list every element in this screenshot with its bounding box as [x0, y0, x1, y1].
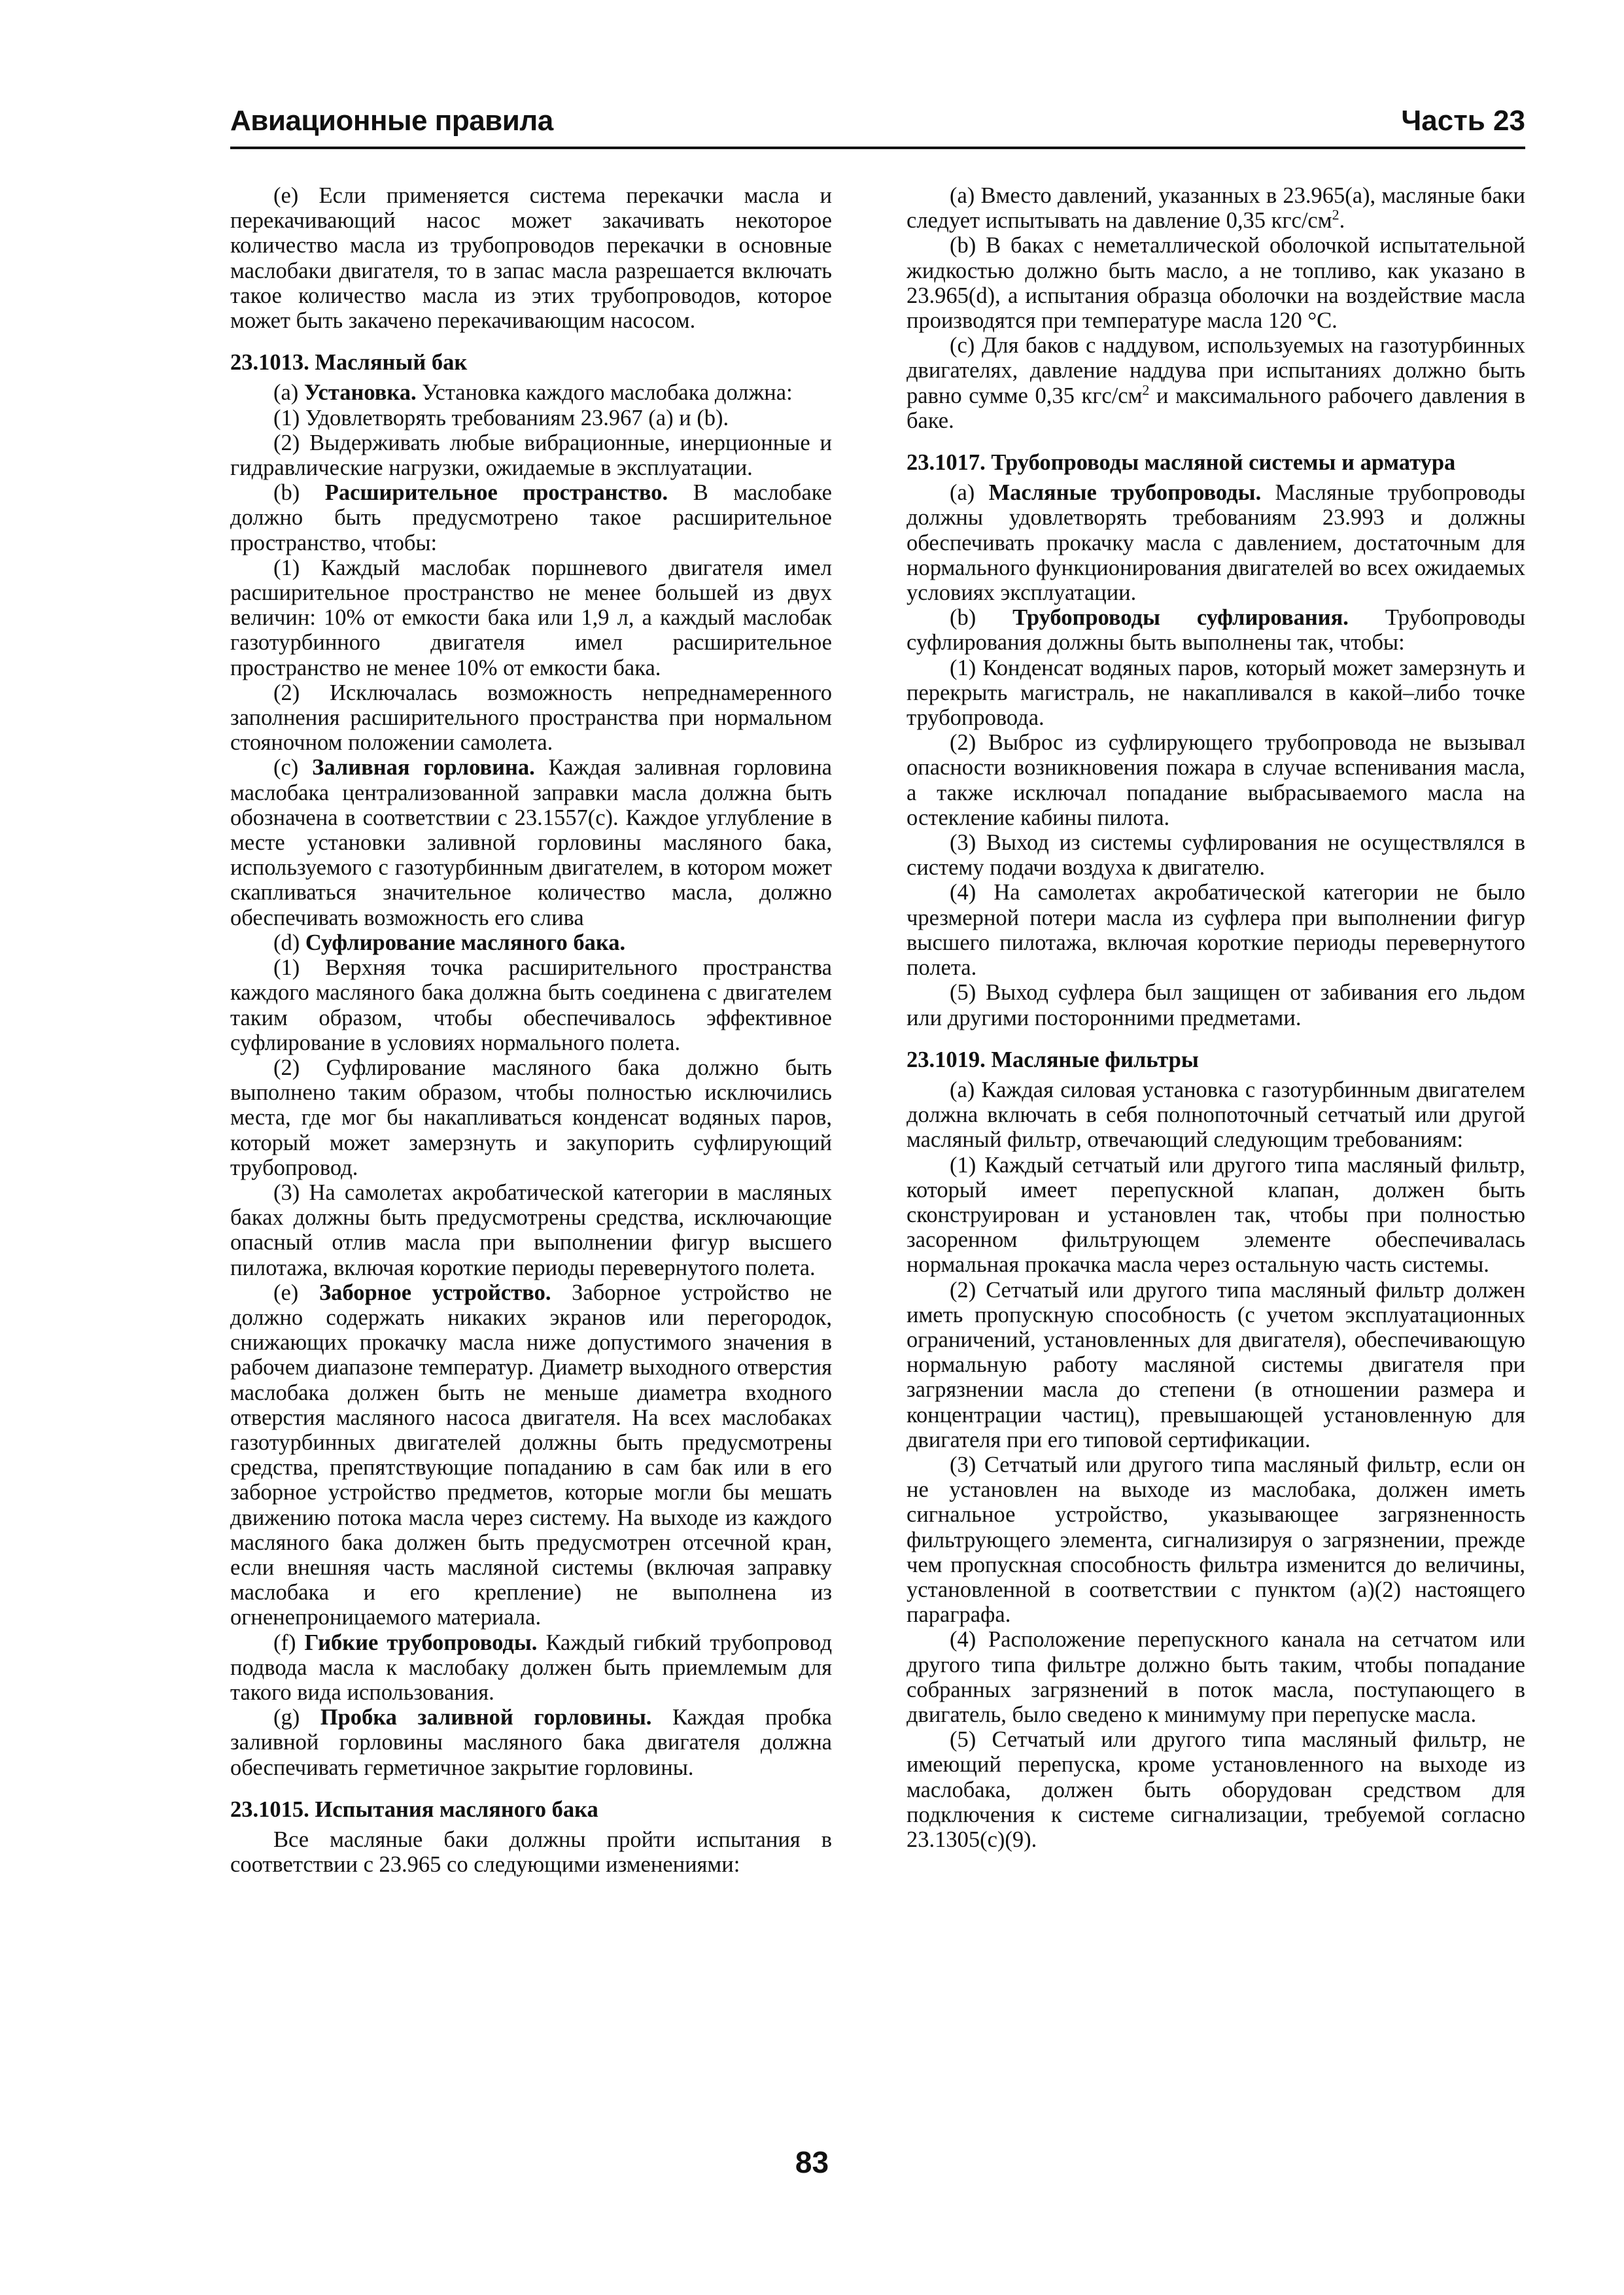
- paragraph: Все масляные баки должны пройти испытания в соответствии с 23.965 со следующими изменениями:: [230, 1827, 832, 1878]
- paragraph: (b) Расширительное пространство. В маслобаке должно быть предусмотрено такое расширительное пространство, чтобы:: [230, 480, 832, 555]
- paragraph: (f) Гибкие трубопроводы. Каждый гибкий трубопровод подвода масла к маслобаку должен быть приемлемым для такого вида использования.: [230, 1630, 832, 1705]
- paragraph: (а) Масляные трубопроводы. Масляные трубопроводы должны удовлетворять требованиям 23.993 и должны обеспечивать прокачку масла с давлением, достаточным для нормального функционирования двигателей во всех ожидаемых условиях эксплуатации.: [907, 480, 1525, 606]
- section-heading-23-1019: 23.1019. Масляные фильтры: [907, 1047, 1199, 1072]
- paragraph: (3) Сетчатый или другого типа масляный фильтр, если он не установлен на выходе из маслобака, должен иметь сигнальное устройство, указывающее загрязненность фильтрующего элемента, сигнализируя о загрязнении, прежде чем пропускная способность фильтра изменится до величины, установленной в соответствии с пунктом (а)(2) настоящего параграфа.: [907, 1452, 1525, 1628]
- subsection-title: Установка.: [303, 380, 417, 406]
- paragraph: (2) Выброс из суфлирующего трубопровода не вызывал опасности возникновения пожара в случае вспенивания масла, а также исключал попадание выбрасываемого масла на остекление кабины пилота.: [907, 730, 1525, 830]
- paragraph: (2) Суфлирование масляного бака должно быть выполнено таким образом, чтобы полностью исключились места, где мог бы накапливаться конденсат водяных паров, который может замерзнуть и закупорить суфлирующий трубопровод.: [230, 1055, 832, 1180]
- left-column: [230, 183, 832, 1877]
- paragraph: (1) Каждый маслобак поршневого двигателя имел расширительное пространство не менее большей из двух величин: 10% от емкости бака или 1,9 л, а каждый маслобак газотурбинного двигателя имел расширительное пространство не менее 10% от емкости бака.: [230, 555, 832, 680]
- paragraph: (1) Каждый сетчатый или другого типа масляный фильтр, который имеет перепускной клапан, должен быть сконструирован и установлен так, чтобы при полностью засоренном фильтрующем элементе обеспечивалась нормальная прокачка масла через остальную часть системы.: [907, 1152, 1525, 1278]
- paragraph: (е) Если применяется система перекачки масла и перекачивающий насос может закачивать некоторое количество масла из трубопроводов перекачки в основные маслобаки двигателя, то в запас масла разрешается включать такое количество масла из этих трубопроводов, которое может быть закачено перекачивающим насосом.: [230, 183, 832, 334]
- section-heading-23-1015: 23.1015. Испытания масляного бака: [230, 1796, 598, 1822]
- paragraph: (а) Каждая силовая установка с газотурбинным двигателем должна включать в себя полнопоточный сетчатый или другой масляный фильтр, отвечающий следующим требованиям:: [907, 1077, 1525, 1153]
- paragraph: (а) Вместо давлений, указанных в 23.965(а), масляные баки следует испытывать на давление 0,35 кгс/$см^2$.: [907, 183, 1525, 234]
- page-number: 83: [795, 2145, 829, 2179]
- subsection-title: Заборное устройство.: [319, 1280, 551, 1305]
- part-label: Часть 23: [1401, 105, 1525, 137]
- right-column: [907, 183, 1525, 1852]
- paragraph: (е) Заборное устройство. Заборное устройство не должно содержать никаких экранов или перегородок, снижающих прокачку масла ниже допустимого значения в рабочем диапазоне температур. Диаметр выходного отверстия маслобака должен быть не меньше диаметра входного отверстия масляного насоса двигателя. На всех маслобаках газотурбинных двигателей должны быть предусмотрены средства, препятствующие попаданию в сам бак или в его заборное устройство предметов, которые могли бы мешать движению потока масла через систему. На выходе из каждого масляного бака должен быть предусмотрен отсечной кран, если внешняя часть масляной системы (включая заправку маслобака и его крепление) не выполнена из огненепроницаемого материала.: [230, 1280, 832, 1630]
- paragraph: (с) Для баков с наддувом, используемых на газотурбинных двигателях, давление наддува при испытаниях должно быть равно сумме 0,35 кгс/$см^2$ и максимального рабочего давления в баке.: [907, 333, 1525, 433]
- paragraph: (g) Пробка заливной горловины. Каждая пробка заливной горловины масляного бака двигателя должна обеспечивать герметичное закрытие горловины.: [230, 1705, 832, 1780]
- paragraph: (5) Сетчатый или другого типа масляный фильтр, не имеющий перепуска, кроме установленного на выходе из маслобака, должен быть оборудован средством для подключения к системе сигнализации, требуемой согласно 23.1305(с)(9).: [907, 1727, 1525, 1852]
- section-heading-23-1017: 23.1017. Трубопроводы масляной системы и арматура: [907, 450, 1456, 476]
- section-heading-23-1013: 23.1013. Масляный бак: [230, 350, 468, 376]
- subsection-title: Трубопроводы суфлирования.: [1012, 605, 1349, 631]
- subsection-title: Пробка заливной горловины.: [320, 1705, 652, 1730]
- paragraph: (2) Исключалась возможность непреднамеренного заполнения расширительного пространства при нормальном стояночном положении самолета.: [230, 680, 832, 756]
- paragraph: (с) Заливная горловина. Каждая заливная горловина маслобака централизованной заправки масла должна быть обозначена в соответствии с 23.1557(с). Каждое углубление в месте установки заливной горловины масляного бака, используемого с газотурбинным двигателем, в котором может скапливаться значительное количество масла, должно обеспечивать возможность его слива: [230, 755, 832, 930]
- subsection-title: Масляные трубопроводы.: [988, 480, 1262, 506]
- paragraph: (3) На самолетах акробатической категории в масляных баках должны быть предусмотрены средства, исключающие опасный отлив масла при выполнении фигур высшего пилотажа, включая короткие периоды перевернутого полета.: [230, 1180, 832, 1280]
- paragraph: (4) Расположение перепускного канала на сетчатом или другого типа фильтре должно быть таким, чтобы попадание собранных загрязнений в поток масла, поступающего в двигатель, было сведено к минимуму при перепуске масла.: [907, 1627, 1525, 1727]
- document-title: Авиационные правила: [230, 105, 553, 137]
- subsection-title: Заливная горловина.: [312, 755, 535, 780]
- paragraph: (а) Установка. Установка каждого маслобака должна:: [273, 380, 793, 406]
- paragraph: (2) Выдерживать любые вибрационные, инерционные и гидравлические нагрузки, ожидаемые в эксплуатации.: [230, 430, 832, 481]
- subsection-title: Расширительное пространство.: [324, 480, 668, 506]
- paragraph: (5) Выход суфлера был защищен от забивания его льдом или другими посторонними предметами.: [907, 980, 1525, 1030]
- paragraph: (d) Суфлирование масляного бака.: [273, 930, 626, 955]
- paragraph: (1) Удовлетворять требованиям 23.967 (а) и (b).: [273, 405, 729, 430]
- paragraph: (4) На самолетах акробатической категории не было чрезмерной потери масла из суфлера при выполнении фигур высшего пилотажа, включая короткие периоды перевернутого полета.: [907, 880, 1525, 981]
- paragraph: (2) Сетчатый или другого типа масляный фильтр должен иметь пропускную способность (с учетом эксплуатационных ограничений, установленных для двигателя), обеспечивающую нормальную работу масляной системы двигателя при загрязнении масла до степени (в отношении размера и концентрации частиц), превышающей установленную для двигателя при его типовой сертификации.: [907, 1277, 1525, 1452]
- paragraph: (3) Выход из системы суфлирования не осуществлялся в систему подачи воздуха к двигателю.: [907, 830, 1525, 881]
- page-header: [230, 103, 1525, 149]
- paragraph: (1) Конденсат водяных паров, который может замерзнуть и перекрыть магистраль, не накапливался в какой–либо точке трубопровода.: [907, 655, 1525, 731]
- paragraph: (1) Верхняя точка расширительного пространства каждого масляного бака должна быть соединена с двигателем таким образом, чтобы обеспечивалось эффективное суфлирование в условиях нормального полета.: [230, 955, 832, 1055]
- subsection-title: Суфлирование масляного бака.: [305, 930, 626, 955]
- paragraph: (b) В баках с неметаллической оболочкой испытательной жидкостью должно быть масло, а не топливо, как указано в 23.965(d), а испытания образца оболочки на воздействие масла производятся при температуре масла 120 °С.: [907, 233, 1525, 334]
- paragraph: (b) Трубопроводы суфлирования. Трубопроводы суфлирования должны быть выполнены так, чтобы:: [907, 605, 1525, 656]
- subsection-title: Гибкие трубопроводы.: [304, 1630, 538, 1655]
